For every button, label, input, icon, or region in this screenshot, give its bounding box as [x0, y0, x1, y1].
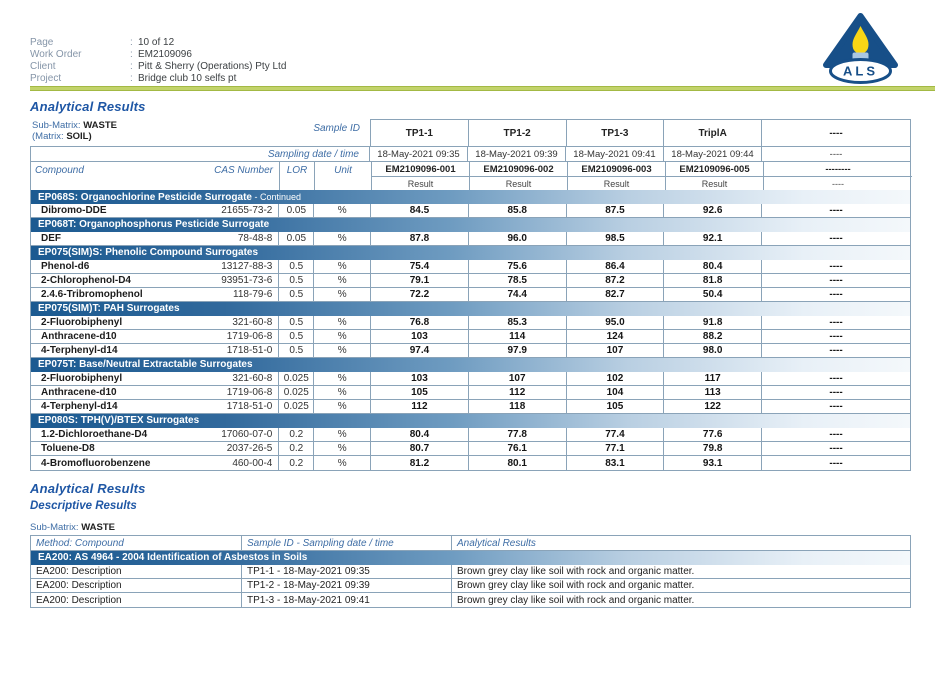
- descriptive-row: [31, 579, 910, 593]
- result-value: 81.2: [370, 456, 468, 470]
- result-value: 77.4: [566, 428, 664, 441]
- result-column-label: Result: [371, 177, 469, 190]
- sample-datetime: 18-May-2021 09:35: [369, 147, 467, 161]
- sample-id: TP1-2: [468, 119, 566, 146]
- analyte-row: [31, 330, 910, 344]
- lor-value: 0.5: [278, 288, 313, 301]
- matrix-value: SOIL): [66, 131, 92, 142]
- result-value: ----: [761, 204, 910, 217]
- project-value: Bridge club 10 selfs pt: [138, 73, 237, 84]
- result-value: 76.8: [370, 316, 468, 329]
- table-body: [30, 146, 911, 471]
- submatrix-block-2: [30, 522, 911, 533]
- analyte-row: [31, 372, 910, 386]
- compound-name: 2-Fluorobiphenyl: [41, 317, 123, 328]
- result-column-label: Result: [469, 177, 567, 190]
- submatrix-label: Sub-Matrix:: [32, 120, 81, 131]
- sampleid-datetime-column-label: Sample ID - Sampling date / time: [241, 536, 451, 550]
- cas-number: 321-60-8: [232, 317, 273, 328]
- sample-id-datetime: TP1-1 - 18-May-2021 09:35: [241, 565, 451, 578]
- sample-id-datetime: TP1-3 - 18-May-2021 09:41: [241, 593, 451, 607]
- result-value: 91.8: [663, 316, 761, 329]
- result-value: 97.4: [370, 344, 468, 357]
- compound-name: DEF: [41, 233, 61, 244]
- descriptive-table-header: [31, 536, 910, 551]
- result-value: 95.0: [566, 316, 664, 329]
- submatrix-text: [32, 120, 117, 142]
- compound-name: Phenol-d6: [41, 261, 90, 272]
- sample-datetime: 18-May-2021 09:41: [565, 147, 663, 161]
- descriptive-row: [31, 565, 910, 579]
- sample-datetime: ----: [761, 147, 910, 161]
- table-header-sample-ids: [30, 119, 911, 146]
- submatrix-block: [30, 119, 370, 146]
- sample-lab-code: EM2109096-002: [469, 162, 567, 176]
- table-header-columns: [31, 162, 910, 190]
- group-header: [31, 190, 910, 204]
- group-title: EP080S: TPH(V)/BTEX Surrogates: [38, 415, 200, 426]
- sample-id-datetime: TP1-2 - 18-May-2021 09:39: [241, 579, 451, 592]
- cas-number: 21655-73-2: [221, 205, 273, 216]
- unit-value: %: [313, 316, 370, 329]
- descriptive-rows: [31, 565, 910, 607]
- result-value: 113: [663, 386, 761, 399]
- lor-value: 0.025: [278, 372, 313, 385]
- meta-label: Client: [30, 61, 56, 72]
- method-compound: EA200: Description: [36, 580, 122, 591]
- method-compound: EA200: Description: [36, 594, 122, 606]
- table-header-sampling: [31, 147, 910, 162]
- method-compound-column-label: Method: Compound: [36, 537, 124, 549]
- result-column-label: Result: [665, 177, 763, 190]
- result-value: 98.0: [663, 344, 761, 357]
- result-value: 105: [370, 386, 468, 399]
- result-value: 98.5: [566, 232, 664, 245]
- result-value: 78.5: [468, 274, 566, 287]
- unit-value: %: [313, 428, 370, 441]
- group-title: EP075T: Base/Neutral Extractable Surrogates: [38, 359, 253, 370]
- sample-lab-code: --------: [763, 162, 912, 176]
- lor-value: 0.2: [278, 456, 313, 470]
- descriptive-row: [31, 593, 910, 607]
- unit-value: %: [313, 260, 370, 273]
- sample-id-cells: [370, 119, 911, 146]
- cas-number: 1718-51-0: [226, 345, 273, 356]
- lor-value: 0.05: [278, 232, 313, 245]
- result-value: 102: [566, 372, 664, 385]
- lor-value: 0.2: [278, 442, 313, 455]
- meta-colon: :: [130, 61, 133, 72]
- result-value: 114: [468, 330, 566, 343]
- cas-number: 1719-06-8: [226, 387, 273, 398]
- meta-row-project: [30, 73, 911, 85]
- analyte-row: [31, 344, 910, 358]
- unit-value: %: [313, 232, 370, 245]
- cas-number: 13127-88-3: [221, 261, 273, 272]
- sample-id: ----: [761, 119, 910, 146]
- lor-value: 0.5: [278, 260, 313, 273]
- lor-value: 0.2: [278, 428, 313, 441]
- group-title-suffix: - Continued: [251, 192, 301, 202]
- document-metadata: [30, 37, 911, 85]
- sample-lab-code: EM2109096-001: [371, 162, 469, 176]
- result-value: 82.7: [566, 288, 664, 301]
- result-value: 124: [566, 330, 664, 343]
- cas-number: 17060-07-0: [221, 429, 273, 440]
- lor-value: 0.5: [278, 316, 313, 329]
- result-value: 76.1: [468, 442, 566, 455]
- matrix-label: (Matrix:: [32, 131, 64, 142]
- result-value: 77.6: [663, 428, 761, 441]
- section-title-analytical-results-2: Analytical Results: [30, 481, 146, 496]
- result-column-label: Result: [567, 177, 665, 190]
- analytical-results-table: [30, 119, 911, 471]
- result-value: ----: [761, 344, 910, 357]
- result-value: 87.5: [566, 204, 664, 217]
- result-value: 105: [566, 400, 664, 413]
- meta-label: Work Order: [30, 49, 82, 60]
- section-title-analytical-results: Analytical Results: [30, 99, 146, 114]
- result-value: ----: [761, 316, 910, 329]
- lor-value: 0.025: [278, 400, 313, 413]
- result-column-label: ----: [763, 177, 912, 190]
- group-title: EP075(SIM)T: PAH Surrogates: [38, 303, 180, 314]
- lor-value: 0.5: [278, 344, 313, 357]
- result-value: ----: [761, 386, 910, 399]
- group-header: [31, 358, 910, 372]
- group-title: EP068T: Organophosphorus Pesticide Surrogate: [38, 219, 270, 230]
- unit-value: %: [313, 204, 370, 217]
- sampling-datetime-label: Sampling date / time: [267, 148, 359, 160]
- meta-label: Page: [30, 37, 54, 48]
- cas-column-label: CAS Number: [214, 165, 273, 176]
- sample-datetime: 18-May-2021 09:44: [663, 147, 761, 161]
- unit-value: %: [313, 274, 370, 287]
- meta-colon: :: [130, 73, 133, 84]
- analyte-row: [31, 316, 910, 330]
- compound-name: 4-Terphenyl-d14: [41, 401, 118, 412]
- result-value: 85.3: [468, 316, 566, 329]
- analyte-row: [31, 232, 910, 246]
- analyte-groups: [31, 190, 910, 470]
- compound-column-label: Compound: [35, 165, 84, 176]
- sample-lab-code: EM2109096-005: [665, 162, 763, 176]
- result-value: ----: [761, 274, 910, 287]
- meta-row-client: [30, 61, 911, 73]
- sample-id: TP1-1: [370, 119, 468, 146]
- cas-number: 460-00-4: [232, 457, 273, 469]
- result-value: ----: [761, 232, 910, 245]
- compound-name: 2-Fluorobiphenyl: [41, 373, 123, 384]
- section-subtitle-descriptive-results: Descriptive Results: [30, 500, 137, 512]
- result-value: 50.4: [663, 288, 761, 301]
- analyte-row: [31, 288, 910, 302]
- result-value: 80.7: [370, 442, 468, 455]
- result-value: 122: [663, 400, 761, 413]
- lor-value: 0.05: [278, 204, 313, 217]
- result-value: ----: [761, 400, 910, 413]
- sample-date-cells: [369, 147, 910, 161]
- result-value: ----: [761, 288, 910, 301]
- unit-value: %: [313, 456, 370, 470]
- result-value: 83.1: [566, 456, 664, 470]
- result-value: 118: [468, 400, 566, 413]
- analyte-row: [31, 386, 910, 400]
- analytical-results-column-label: Analytical Results: [451, 536, 910, 550]
- result-value: 77.1: [566, 442, 664, 455]
- sample-id: TriplA: [663, 119, 761, 146]
- compound-name: Toluene-D8: [41, 443, 95, 454]
- result-value: 85.8: [468, 204, 566, 217]
- result-value: 88.2: [663, 330, 761, 343]
- result-value: 96.0: [468, 232, 566, 245]
- result-value: 77.8: [468, 428, 566, 441]
- compound-name: 1.2-Dichloroethane-D4: [41, 429, 148, 440]
- unit-value: %: [313, 442, 370, 455]
- result-value: 92.6: [663, 204, 761, 217]
- lor-value: 0.5: [278, 330, 313, 343]
- compound-name: Dibromo-DDE: [41, 205, 107, 216]
- lor-column-label: LOR: [279, 162, 314, 190]
- group-title: EP068S: Organochlorine Pesticide Surrogate: [38, 192, 252, 203]
- result-value: ----: [761, 260, 910, 273]
- analyte-row: [31, 274, 910, 288]
- descriptive-result: Brown grey clay like soil with rock and organic matter.: [451, 579, 910, 592]
- result-value: 112: [468, 386, 566, 399]
- meta-colon: :: [130, 37, 133, 48]
- method-compound: EA200: Description: [36, 566, 122, 577]
- unit-value: %: [313, 386, 370, 399]
- submatrix-value: WASTE: [83, 120, 117, 131]
- lab-code-block: [371, 162, 912, 190]
- result-value: ----: [761, 428, 910, 441]
- page-number: 10 of 12: [138, 37, 175, 48]
- left-column-labels: [31, 162, 371, 190]
- result-value: 75.6: [468, 260, 566, 273]
- descriptive-result: Brown grey clay like soil with rock and organic matter.: [451, 565, 910, 578]
- meta-row-work-order: [30, 49, 911, 61]
- compound-name: 4-Bromofluorobenzene: [41, 457, 151, 469]
- sample-datetime: 18-May-2021 09:39: [467, 147, 565, 161]
- group-title: EA200: AS 4964 - 2004 Identification of Asbestos in Soils: [38, 552, 308, 563]
- group-header: [31, 218, 910, 232]
- result-value: 107: [566, 344, 664, 357]
- logo-text: ALS: [843, 63, 878, 79]
- cas-number: 321-60-8: [232, 373, 273, 384]
- unit-value: %: [313, 372, 370, 385]
- result-value: 87.8: [370, 232, 468, 245]
- result-value: 80.1: [468, 456, 566, 470]
- descriptive-result: Brown grey clay like soil with rock and organic matter.: [451, 593, 910, 607]
- result-value: ----: [761, 456, 910, 470]
- cas-number: 78-48-8: [237, 233, 273, 244]
- result-value: ----: [761, 442, 910, 455]
- result-value: 103: [370, 330, 468, 343]
- meta-colon: :: [130, 49, 133, 60]
- compound-name: 4-Terphenyl-d14: [41, 345, 118, 356]
- meta-row-page: [30, 37, 911, 49]
- result-value: 107: [468, 372, 566, 385]
- group-header: [31, 414, 910, 428]
- compound-name: 2-Chlorophenol-D4: [41, 275, 131, 286]
- result-value: 74.4: [468, 288, 566, 301]
- cas-number: 93951-73-6: [221, 275, 273, 286]
- analyte-row: [31, 260, 910, 274]
- compound-cas-header: [31, 162, 279, 190]
- result-value: 86.4: [566, 260, 664, 273]
- group-header-ea200: [31, 551, 910, 565]
- result-value: 87.2: [566, 274, 664, 287]
- result-value: 92.1: [663, 232, 761, 245]
- compound-name: Anthracene-d10: [41, 331, 117, 342]
- result-value: 72.2: [370, 288, 468, 301]
- sample-id: TP1-3: [566, 119, 664, 146]
- cas-number: 1718-51-0: [226, 401, 273, 412]
- client-value: Pitt & Sherry (Operations) Pty Ltd: [138, 61, 287, 72]
- cas-number: 2037-26-5: [226, 443, 273, 454]
- group-header: [31, 246, 910, 260]
- result-value: 97.9: [468, 344, 566, 357]
- unit-value: %: [313, 400, 370, 413]
- sample-lab-code: EM2109096-003: [567, 162, 665, 176]
- lor-value: 0.5: [278, 274, 313, 287]
- group-title: EP075(SIM)S: Phenolic Compound Surrogates: [38, 247, 259, 258]
- cas-number: 1719-06-8: [226, 331, 273, 342]
- unit-value: %: [313, 344, 370, 357]
- sample-id-column-label: Sample ID: [313, 123, 360, 134]
- result-value: 112: [370, 400, 468, 413]
- meta-label: Project: [30, 73, 62, 84]
- result-value: 93.1: [663, 456, 761, 470]
- result-value: 80.4: [663, 260, 761, 273]
- work-order-value: EM2109096: [138, 49, 192, 60]
- descriptive-results-table: [30, 535, 911, 608]
- submatrix-label-2: Sub-Matrix:: [30, 522, 79, 533]
- compound-name: 2.4.6-Tribromophenol: [41, 289, 143, 300]
- cas-number: 118-79-6: [233, 289, 273, 300]
- analyte-row: [31, 456, 910, 470]
- submatrix-value-2: WASTE: [81, 522, 115, 533]
- result-value: 81.8: [663, 274, 761, 287]
- result-value: 75.4: [370, 260, 468, 273]
- lab-code-cells: [371, 162, 912, 177]
- result-value: ----: [761, 372, 910, 385]
- result-label-cells: [371, 177, 912, 190]
- lor-value: 0.025: [278, 386, 313, 399]
- result-value: 79.1: [370, 274, 468, 287]
- result-value: 84.5: [370, 204, 468, 217]
- analyte-row: [31, 400, 910, 414]
- analyte-row: [31, 204, 910, 218]
- group-header: [31, 302, 910, 316]
- result-value: 79.8: [663, 442, 761, 455]
- result-value: 80.4: [370, 428, 468, 441]
- result-value: ----: [761, 330, 910, 343]
- unit-column-label: Unit: [314, 162, 371, 190]
- unit-value: %: [313, 288, 370, 301]
- analyte-row: [31, 428, 910, 442]
- analyte-row: [31, 442, 910, 456]
- compound-name: Anthracene-d10: [41, 387, 117, 398]
- result-value: 117: [663, 372, 761, 385]
- unit-value: %: [313, 330, 370, 343]
- result-value: 103: [370, 372, 468, 385]
- result-value: 104: [566, 386, 664, 399]
